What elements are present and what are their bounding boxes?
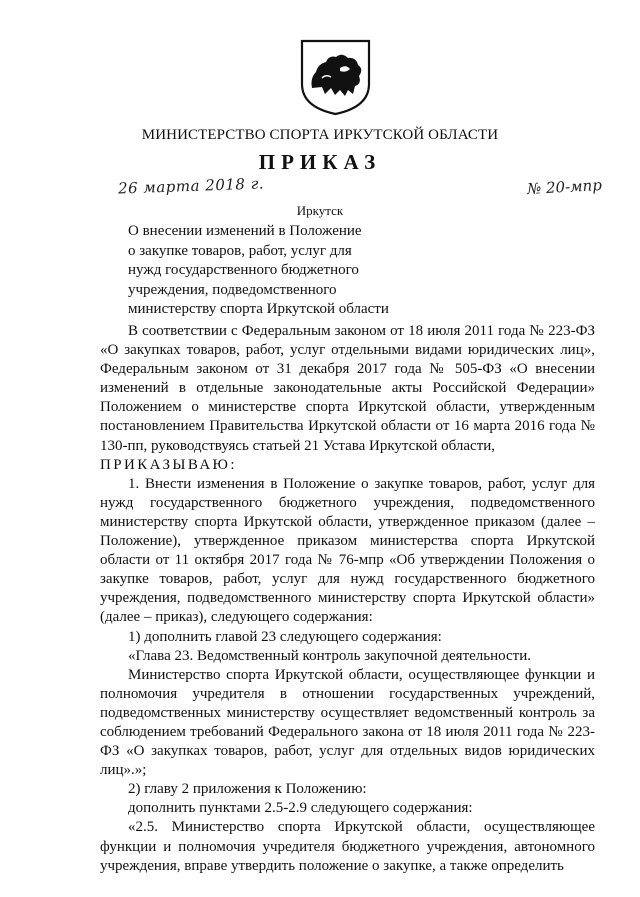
subject-line: О внесении изменений в Положение xyxy=(128,223,362,239)
subitem-2: 2) главу 2 приложения к Положению: xyxy=(128,781,367,798)
subitem-2-text: дополнить пунктами 2.5-2.9 следующего содержания: xyxy=(128,800,473,817)
item-1-paragraph: 1. Внести изменения в Положение о закупке товаров, работ, услуг для нужд государственного бюджетного учреждения, подведомственного министерству спорта Иркутской области, утвержденное приказом (далее – Положение), утвержденное приказом министерства спорта Иркутской области от 11 октября 2017 года № 76-мпр «Об утверждении Положения о закупке товаров, работ, услуг для нужд государственного бюджетного учреждения, подведомственного министерству спорта Иркутской области» (далее – приказ), следующего содержания: xyxy=(100,475,595,626)
order-subject xyxy=(128,222,428,320)
order-body xyxy=(100,322,595,876)
handwritten-order-number: № 20-мпр xyxy=(526,176,603,198)
coat-of-arms-emblem xyxy=(298,38,373,116)
city: Иркутск xyxy=(296,203,344,218)
subject-line: министерству спорта Иркутской области xyxy=(128,301,389,318)
preamble-paragraph: В соответствии с Федеральным законом от 18 июля 2011 года № 223-ФЗ «О закупках товаров, работ, услуг отдельными видами юридических лиц», Федеральным законом от 31 декабря 2017 года № 505-ФЗ «О внесении изменений в отдельные законодательные акты Российской Федерации» Положением о министерстве спорта Иркутской области, утвержденным постановлением Правительства Иркутской области от 16 марта 2016 года № 130-пп, руководствуясь статьей 21 Устава Иркутской области, xyxy=(100,323,595,454)
subitem-1: 1) дополнить главой 23 следующего содержания: xyxy=(128,628,442,645)
chapter-23-heading: «Глава 23. Ведомственный контроль закупочной деятельности. xyxy=(128,647,531,664)
order-word: ПРИКАЗЫВАЮ: xyxy=(100,456,237,473)
ministry-name: МИНИСТЕРСТВО СПОРТА ИРКУТСКОЙ ОБЛАСТИ xyxy=(141,127,499,143)
point-2-5-paragraph: «2.5. Министерство спорта Иркутской области, осуществляющее функции и полномочия учредителя бюджетного учреждения, автономного учреждения, вправе утвердить положение о закупке, а также определить xyxy=(100,819,595,874)
subject-line: нужд государственного бюджетного xyxy=(128,262,359,279)
subject-line: о закупке товаров, работ, услуг для xyxy=(128,242,352,259)
subject-line: учреждения, подведомственного xyxy=(128,281,337,298)
order-title: ПРИКАЗ xyxy=(258,150,382,174)
handwritten-date: 26 марта 2018 г. xyxy=(117,174,265,198)
chapter-23-paragraph: Министерство спорта Иркутской области, осуществляющее функции и полномочия учредителя в отношении государственных учреждений, подведомственных министерству осуществляет ведомственный контроль за соблюдением требований Федерального закона от 18 июля 2011 года № 223-ФЗ «О закупках товаров, работ, услуг для отдельных видов юридических лиц».»; xyxy=(100,666,595,779)
